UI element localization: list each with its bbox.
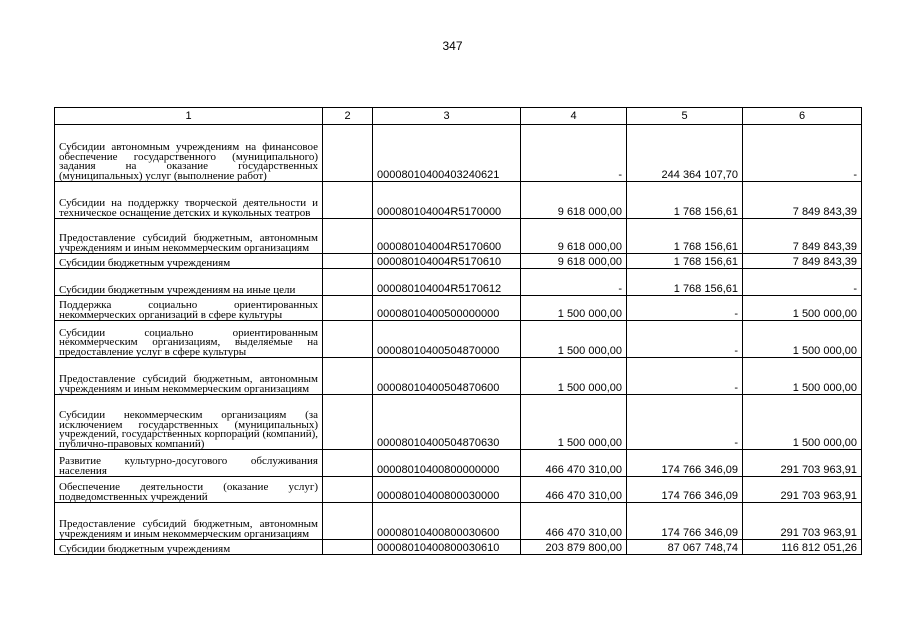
table-row	[55, 269, 862, 296]
row-col-5: 244 364 107,70	[627, 125, 743, 182]
row-col-2	[323, 477, 373, 503]
row-col-6: 1 500 000,00	[743, 395, 862, 450]
header-col-6: 6	[743, 108, 862, 125]
row-col-2	[323, 321, 373, 358]
row-col-4: 466 470 310,00	[521, 503, 627, 540]
row-col-4: -	[521, 125, 627, 182]
row-name: Субсидии бюджетным учреждениям	[55, 540, 323, 555]
row-col-6: 1 500 000,00	[743, 296, 862, 321]
row-col-4: 9 618 000,00	[521, 182, 627, 219]
table-row	[55, 503, 862, 540]
header-col-5: 5	[627, 108, 743, 125]
row-col-2	[323, 450, 373, 477]
row-name: Субсидии бюджетным учреждениям	[55, 254, 323, 269]
header-col-1: 1	[55, 108, 323, 125]
row-col-4: 9 618 000,00	[521, 219, 627, 254]
row-code: 000080104004R5170600	[373, 219, 521, 254]
row-col-6: 7 849 843,39	[743, 254, 862, 269]
row-col-2	[323, 503, 373, 540]
row-col-4: -	[521, 269, 627, 296]
row-col-6: 291 703 963,91	[743, 450, 862, 477]
row-col-6: 1 500 000,00	[743, 321, 862, 358]
row-name: Предоставление субсидий бюджетным, автономным учреждениям и иным некоммерческим организациям	[55, 503, 323, 540]
row-col-2	[323, 395, 373, 450]
page-number: 347	[442, 39, 463, 53]
row-code: 000080104004R5170000	[373, 182, 521, 219]
row-col-6: 291 703 963,91	[743, 477, 862, 503]
row-code: 00008010400800000000	[373, 450, 521, 477]
row-col-2	[323, 125, 373, 182]
table-row	[55, 296, 862, 321]
row-name: Предоставление субсидий бюджетным, автономным учреждениям и иным некоммерческим организациям	[55, 219, 323, 254]
row-code: 00008010400800030600	[373, 503, 521, 540]
row-code: 000080104004R5170610	[373, 254, 521, 269]
row-col-6: 7 849 843,39	[743, 219, 862, 254]
row-col-2	[323, 540, 373, 555]
row-col-2	[323, 182, 373, 219]
row-code: 00008010400800030000	[373, 477, 521, 503]
row-col-4: 9 618 000,00	[521, 254, 627, 269]
row-col-4: 1 500 000,00	[521, 321, 627, 358]
row-col-4: 466 470 310,00	[521, 477, 627, 503]
row-col-2	[323, 219, 373, 254]
row-col-2	[323, 296, 373, 321]
row-code: 000080104004R5170612	[373, 269, 521, 296]
row-name: Предоставление субсидий бюджетным, автономным учреждениям и иным некоммерческим организациям	[55, 358, 323, 395]
row-col-5: 174 766 346,09	[627, 503, 743, 540]
row-col-4: 466 470 310,00	[521, 450, 627, 477]
row-name: Субсидии на поддержку творческой деятельности и техническое оснащение детских и кукольных театров	[55, 182, 323, 219]
table-row	[55, 477, 862, 503]
row-name: Субсидии социально ориентированным некоммерческим организациям, выделяемые на предоставление услуг в сфере культуры	[55, 321, 323, 358]
row-col-5: -	[627, 296, 743, 321]
row-col-5: 174 766 346,09	[627, 477, 743, 503]
table-row	[55, 358, 862, 395]
row-col-5: -	[627, 358, 743, 395]
header-col-3: 3	[373, 108, 521, 125]
row-code: 00008010400504870600	[373, 358, 521, 395]
header-col-2: 2	[323, 108, 373, 125]
row-code: 00008010400504870000	[373, 321, 521, 358]
row-col-5: 174 766 346,09	[627, 450, 743, 477]
table-row	[55, 450, 862, 477]
row-col-4: 1 500 000,00	[521, 296, 627, 321]
row-name: Развитие культурно-досугового обслуживания населения	[55, 450, 323, 477]
row-code: 00008010400500000000	[373, 296, 521, 321]
row-col-5: 1 768 156,61	[627, 254, 743, 269]
row-col-6: 7 849 843,39	[743, 182, 862, 219]
row-name: Поддержка социально ориентированных некоммерческих организаций в сфере культуры	[55, 296, 323, 321]
row-code: 00008010400504870630	[373, 395, 521, 450]
table-row	[55, 395, 862, 450]
row-name: Субсидии некоммерческим организациям (за исключением государственных (муниципальных) учреждений, государственных корпораций (компаний), публично-правовых компаний)	[55, 395, 323, 450]
row-col-5: 1 768 156,61	[627, 182, 743, 219]
row-col-4: 1 500 000,00	[521, 395, 627, 450]
row-col-5: -	[627, 321, 743, 358]
row-col-6: -	[743, 269, 862, 296]
table-row	[55, 182, 862, 219]
row-code: 00008010400800030610	[373, 540, 521, 555]
row-col-5: 1 768 156,61	[627, 219, 743, 254]
row-col-2	[323, 269, 373, 296]
row-col-5: 87 067 748,74	[627, 540, 743, 555]
row-code: 00008010400403240621	[373, 125, 521, 182]
row-col-6: 116 812 051,26	[743, 540, 862, 555]
table-row	[55, 321, 862, 358]
row-col-2	[323, 358, 373, 395]
row-col-5: -	[627, 395, 743, 450]
row-col-2	[323, 254, 373, 269]
row-col-6: 1 500 000,00	[743, 358, 862, 395]
row-col-6: 291 703 963,91	[743, 503, 862, 540]
row-name: Субсидии бюджетным учреждениям на иные цели	[55, 269, 323, 296]
header-row	[55, 108, 862, 125]
row-col-6: -	[743, 125, 862, 182]
row-col-4: 1 500 000,00	[521, 358, 627, 395]
header-col-4: 4	[521, 108, 627, 125]
table-row	[55, 219, 862, 254]
budget-table	[54, 107, 862, 555]
row-name: Субсидии автономным учреждениям на финансовое обеспечение государственного (муниципального) задания на оказание государственных (муниципальных) услуг (выполнение работ)	[55, 125, 323, 182]
row-col-5: 1 768 156,61	[627, 269, 743, 296]
row-col-4: 203 879 800,00	[521, 540, 627, 555]
row-name: Обеспечение деятельности (оказание услуг) подведомственных учреждений	[55, 477, 323, 503]
table-row	[55, 125, 862, 182]
table-row	[55, 254, 862, 269]
table-row	[55, 540, 862, 555]
